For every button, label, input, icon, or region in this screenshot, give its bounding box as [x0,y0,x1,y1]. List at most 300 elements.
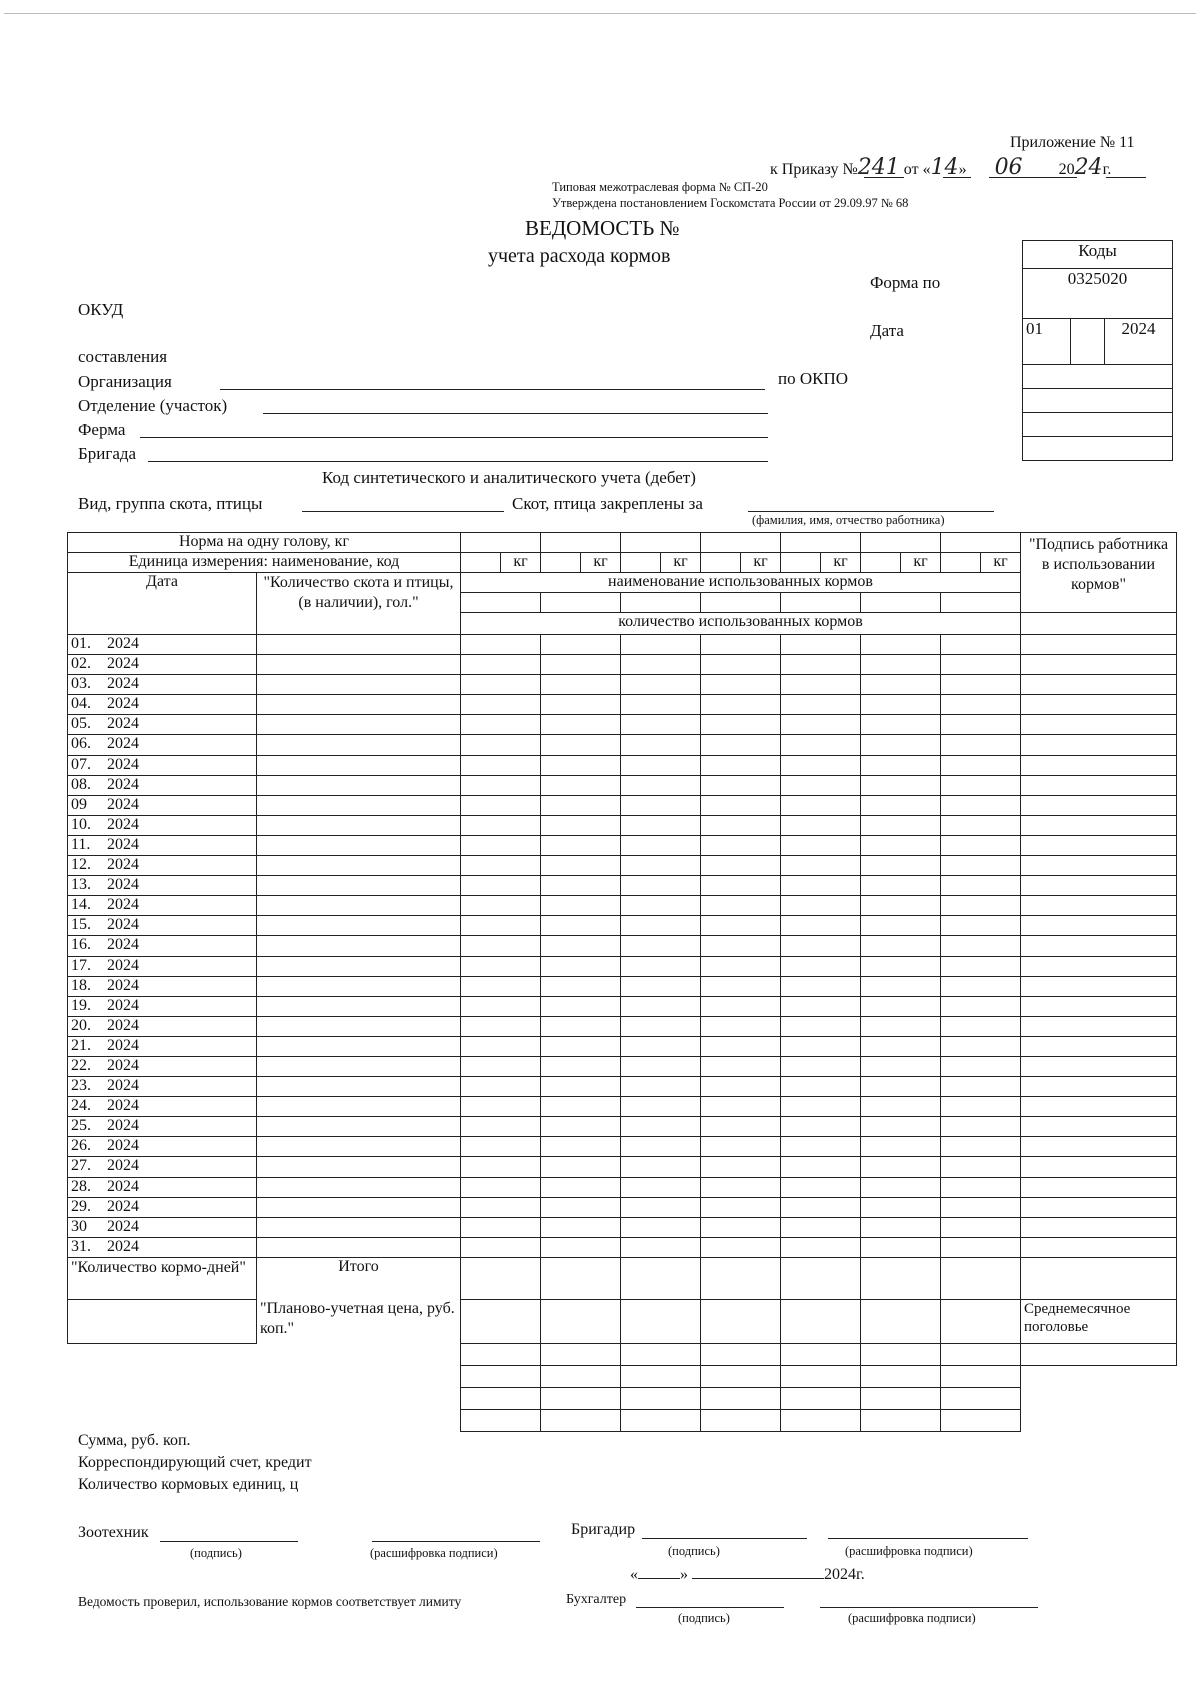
day-number: 08. [71,775,91,793]
day-number: 28. [71,1177,91,1195]
signature-spacer [1021,613,1177,635]
feed-qty-cell [941,775,1021,795]
feed-qty-cell [621,755,701,775]
feed-qty-cell [621,835,701,855]
zootech-signature-line [160,1541,298,1542]
feed-qty-cell [541,976,621,996]
worker-signature-cell [1021,856,1177,876]
day-date-cell [68,695,257,715]
day-number: 04. [71,695,91,713]
feed-qty-cell [781,996,861,1016]
livestock-qty-cell [257,976,461,996]
feed-qty-cell [541,655,621,675]
feed-qty-cell [941,1036,1021,1056]
worker-signature-cell [1021,916,1177,936]
total-cell [861,1257,941,1299]
feed-qty-cell [781,815,861,835]
total-cell [541,1299,621,1343]
day-date-cell [68,795,257,815]
date-year-code: 2024 [1105,319,1173,365]
department-label: Отделение (участок) [78,396,228,415]
feed-qty-cell [861,1237,941,1257]
table-row [68,655,1177,675]
worker-signature-cell [1021,1016,1177,1036]
brigadier-decoding-caption: (расшифровка подписи) [845,1544,973,1558]
day-year: 2024 [107,695,139,713]
total-cell [701,1409,781,1431]
feed-qty-cell [461,1177,541,1197]
feed-qty-cell [781,675,861,695]
feed-qty-cell [701,695,781,715]
accountant-decoding-caption: (расшифровка подписи) [848,1611,976,1625]
signature-column-header: "Подпись работника в использовании кормов" [1021,533,1177,613]
feed-qty-cell [861,715,941,735]
feed-qty-cell [781,735,861,755]
feed-qty-cell [861,795,941,815]
livestock-qty-cell [257,1177,461,1197]
feed-qty-cell [861,1197,941,1217]
table-row [68,1197,1177,1217]
feed-qty-cell [941,976,1021,996]
okpo-code [1023,365,1173,389]
feed-qty-cell [861,1097,941,1117]
day-date-cell [68,655,257,675]
feed-qty-cell [941,695,1021,715]
order-prefix: к Приказу № [770,161,858,178]
day-number: 27. [71,1157,91,1175]
date-open-quote: « [630,1566,638,1583]
brigadier-signature-caption: (подпись) [668,1544,720,1558]
total-cell [941,1387,1021,1409]
day-year: 2024 [107,1237,139,1255]
worker-signature-cell [1021,755,1177,775]
feed-qty-cell [701,956,781,976]
unit-code-cell [621,553,661,573]
page-title: ВЕДОМОСТЬ № [525,216,680,240]
livestock-qty-cell [257,635,461,655]
feed-qty-cell [541,936,621,956]
total-cell [621,1343,701,1365]
worker-signature-cell [1021,876,1177,896]
brigadier-signature-line [642,1538,807,1539]
accountant-decoding-line [820,1607,1038,1608]
day-number: 16. [71,936,91,954]
form-type: Типовая межотраслевая форма № СП-20 [552,180,768,194]
day-year: 2024 [107,956,139,974]
total-cell [781,1387,861,1409]
livestock-qty-cell [257,996,461,1016]
feed-qty-cell [461,695,541,715]
table-row [68,1177,1177,1197]
feed-qty-cell [941,835,1021,855]
order-year-line [1106,177,1146,178]
feed-qty-cell [941,876,1021,896]
feed-qty-cell [781,835,861,855]
feed-qty-cell [461,1157,541,1177]
worker-signature-cell [1021,715,1177,735]
order-number-line [864,177,904,178]
feed-qty-cell [541,635,621,655]
feed-qty-cell [941,1117,1021,1137]
feed-qty-cell [541,1117,621,1137]
feed-qty-cell [701,1077,781,1097]
day-number: 15. [71,916,91,934]
day-date-cell [68,1197,257,1217]
feed-qty-cell [701,876,781,896]
total-cell [781,1409,861,1431]
department-line [263,413,768,414]
feed-qty-cell [461,735,541,755]
livestock-qty-cell [257,1237,461,1257]
feed-qty-cell [781,1036,861,1056]
feed-qty-cell [461,815,541,835]
feed-qty-cell [701,1097,781,1117]
livestock-qty-cell [257,1097,461,1117]
table-row [68,936,1177,956]
worker-signature-cell [1021,1197,1177,1217]
livestock-qty-cell [257,1137,461,1157]
order-month: 06 [994,155,1023,180]
feed-qty-cell [701,916,781,936]
total-cell [781,1365,861,1387]
unit-kg-label: кг [581,553,621,573]
day-date-cell [68,1137,257,1157]
feed-qty-cell [461,1197,541,1217]
table-row [68,856,1177,876]
code-cell-7 [1023,437,1173,461]
livestock-qty-cell [257,835,461,855]
feed-qty-cell [941,916,1021,936]
feed-qty-cell [701,635,781,655]
day-date-cell [68,856,257,876]
feed-qty-cell [701,735,781,755]
total-cell [861,1343,941,1365]
assigned-to-label: Скот, птица закреплены за [512,494,703,513]
feed-name-cell [941,593,1021,613]
worker-signature-cell [1021,996,1177,1016]
feed-qty-cell [621,1157,701,1177]
feed-qty-cell [861,1036,941,1056]
feed-qty-cell [461,956,541,976]
day-date-cell [68,896,257,916]
day-number: 18. [71,976,91,994]
page-subtitle: учета расхода кормов [488,245,671,267]
feed-qty-cell [941,1177,1021,1197]
feed-qty-cell [781,695,861,715]
feed-qty-cell [701,715,781,735]
feed-qty-cell [541,856,621,876]
table-row [68,835,1177,855]
day-date-cell [68,916,257,936]
feed-qty-cell [621,775,701,795]
code-cell-6 [1023,413,1173,437]
feed-qty-cell [701,996,781,1016]
appendix-label: Приложение № 11 [1010,134,1135,151]
feed-qty-cell [861,916,941,936]
avg-head-label: Среднемесячное поголовье [1021,1299,1177,1343]
livestock-qty-cell [257,856,461,876]
feed-qty-cell [541,755,621,775]
total-cell [781,1343,861,1365]
feed-qty-cell [701,856,781,876]
day-date-cell [68,755,257,775]
day-year: 2024 [107,655,139,673]
day-number: 10. [71,815,91,833]
feed-qty-cell [941,1016,1021,1036]
day-year: 2024 [107,1036,139,1054]
feed-qty-cell [541,956,621,976]
worker-signature-cell [1021,936,1177,956]
table-row [68,996,1177,1016]
feed-qty-cell [781,1137,861,1157]
feed-qty-cell [541,795,621,815]
livestock-qty-cell [257,1036,461,1056]
brigadier-decoding-line [828,1538,1028,1539]
codes-box [1022,240,1173,461]
total-cell [621,1409,701,1431]
livestock-qty-cell [257,956,461,976]
total-cell [701,1257,781,1299]
day-number: 21. [71,1036,91,1054]
table-row [68,775,1177,795]
norm-label: Норма на одну голову, кг [68,533,461,553]
day-date-cell [68,876,257,896]
total-cell [461,1409,541,1431]
feed-qty-cell [541,916,621,936]
feed-qty-cell [781,755,861,775]
feed-qty-cell [701,655,781,675]
day-number: 20. [71,1016,91,1034]
day-year: 2024 [107,735,139,753]
feed-qty-cell [941,715,1021,735]
unit-code-cell [541,553,581,573]
feed-qty-cell [461,876,541,896]
day-date-cell [68,775,257,795]
total-cell [621,1299,701,1343]
feed-qty-cell [781,1117,861,1137]
worker-signature-cell [1021,675,1177,695]
feed-qty-cell [461,1217,541,1237]
table-row [68,1097,1177,1117]
total-cell [461,1299,541,1343]
total-cell [541,1365,621,1387]
feed-qty-cell [541,876,621,896]
feed-qty-cell [621,735,701,755]
total-cell [941,1257,1021,1299]
zootech-label: Зоотехник [78,1524,149,1541]
codes-header: Коды [1023,241,1173,269]
livestock-qty-cell [257,675,461,695]
table-row [68,1117,1177,1137]
day-date-cell [68,1036,257,1056]
feed-qty-cell [781,956,861,976]
table-row [68,715,1177,735]
feed-qty-cell [861,936,941,956]
worker-signature-cell [1021,956,1177,976]
feed-qty-cell [781,775,861,795]
day-year: 2024 [107,635,139,652]
brigade-line [148,461,768,462]
feed-qty-cell [861,755,941,775]
livestock-qty-cell [257,715,461,735]
feed-qty-cell [541,1056,621,1076]
feed-qty-cell [941,1056,1021,1076]
itogo-label: Итого [257,1257,461,1299]
feed-qty-cell [941,795,1021,815]
feed-qty-cell [461,835,541,855]
brigadier-date [630,1566,865,1584]
feed-qty-cell [621,1197,701,1217]
feed-qty-cell [941,936,1021,956]
day-year: 2024 [107,996,139,1014]
unit-code-cell [701,553,741,573]
unit-code-cell [781,553,821,573]
feed-qty-cell [861,856,941,876]
feed-qty-cell [461,1056,541,1076]
feed-qty-cell [461,755,541,775]
feed-qty-cell [861,675,941,695]
table-row [68,1077,1177,1097]
day-date-cell [68,1097,257,1117]
order-quote-close: » [958,161,967,178]
feed-qty-cell [861,1016,941,1036]
feed-qty-cell [701,1197,781,1217]
feed-qty-cell [941,675,1021,695]
total-cell [861,1299,941,1343]
livestock-qty-cell [257,916,461,936]
table-row [68,1237,1177,1257]
feed-qty-cell [461,1097,541,1117]
total-cell [701,1365,781,1387]
feed-qty-cell [701,1177,781,1197]
worker-signature-cell [1021,1036,1177,1056]
feed-qty-cell [781,1197,861,1217]
feed-qty-cell [941,1197,1021,1217]
feed-qty-cell [701,1036,781,1056]
total-cell [701,1387,781,1409]
worker-signature-cell [1021,1217,1177,1237]
feed-qty-cell [861,996,941,1016]
feed-qty-cell [861,1177,941,1197]
feed-qty-cell [941,1137,1021,1157]
worker-signature-cell [1021,775,1177,795]
day-year: 2024 [107,755,139,773]
feed-qty-cell [701,755,781,775]
day-year: 2024 [107,896,139,914]
feed-qty-cell [861,896,941,916]
corr-account-label: Корреспондирующий счет, кредит [78,1454,312,1471]
day-year: 2024 [107,715,139,733]
feed-qty-cell [941,1157,1021,1177]
feed-qty-cell [621,896,701,916]
order-day-line [943,177,971,178]
avg-head-value [1021,1343,1177,1365]
feed-qty-cell [621,876,701,896]
total-cell [621,1257,701,1299]
feed-qty-cell [541,735,621,755]
feed-qty-cell [621,1177,701,1197]
feed-qty-cell [621,1036,701,1056]
feed-qty-cell [621,996,701,1016]
day-number: 19. [71,996,91,1014]
feed-qty-cell [541,1217,621,1237]
feed-qty-cell [461,896,541,916]
feed-qty-cell [781,1217,861,1237]
day-date-cell [68,1016,257,1036]
table-row [68,1157,1177,1177]
day-year: 2024 [107,936,139,954]
day-number: 29. [71,1197,91,1215]
day-number: 26. [71,1137,91,1155]
day-date-cell [68,675,257,695]
feed-qty-cell [461,635,541,655]
worker-signature-cell [1021,1097,1177,1117]
livestock-group-line [302,511,504,512]
date-day-code: 01 [1023,319,1071,365]
date-year: 2024г. [824,1566,865,1583]
organization-label: Организация [78,372,172,391]
feed-qty-cell [461,1036,541,1056]
feed-qty-cell [861,876,941,896]
day-date-cell [68,715,257,735]
day-year: 2024 [107,916,139,934]
feed-qty-cell [461,1016,541,1036]
day-date-cell [68,815,257,835]
day-number: 22. [71,1056,91,1074]
feed-qty-cell [861,655,941,675]
page-top-border [4,13,1196,14]
day-number: 24. [71,1097,91,1115]
feed-qty-cell [621,715,701,735]
feed-qty-cell [461,936,541,956]
feed-qty-cell [781,1056,861,1076]
total-cell [861,1365,941,1387]
feed-qty-cell [941,856,1021,876]
feed-qty-cell [461,775,541,795]
feed-qty-cell [461,1117,541,1137]
table-row [68,1016,1177,1036]
table-row [68,1137,1177,1157]
order-from: от « [903,161,931,178]
unit-kg-label: кг [741,553,781,573]
okpo-label: по ОКПО [778,369,849,388]
livestock-qty-cell [257,775,461,795]
total-cell [861,1409,941,1431]
unit-kg-label: кг [661,553,701,573]
day-number: 25. [71,1117,91,1135]
total-cell [541,1387,621,1409]
date-close-quote: » [680,1566,688,1583]
day-date-cell [68,996,257,1016]
day-number: 14. [71,896,91,914]
feed-qty-cell [461,655,541,675]
total-cell [941,1299,1021,1343]
feed-qty-cell [861,1117,941,1137]
total-cell [701,1299,781,1343]
day-number: 03. [71,675,91,693]
day-number: 13. [71,876,91,894]
total-cell [461,1257,541,1299]
feed-qty-cell [541,1237,621,1257]
feed-qty-cell [621,1117,701,1137]
table-row [68,635,1177,655]
day-date-cell [68,635,257,655]
day-year: 2024 [107,876,139,894]
livestock-qty-cell [257,1217,461,1237]
feed-qty-cell [861,1137,941,1157]
feed-qty-cell [781,1237,861,1257]
feed-qty-cell [941,735,1021,755]
